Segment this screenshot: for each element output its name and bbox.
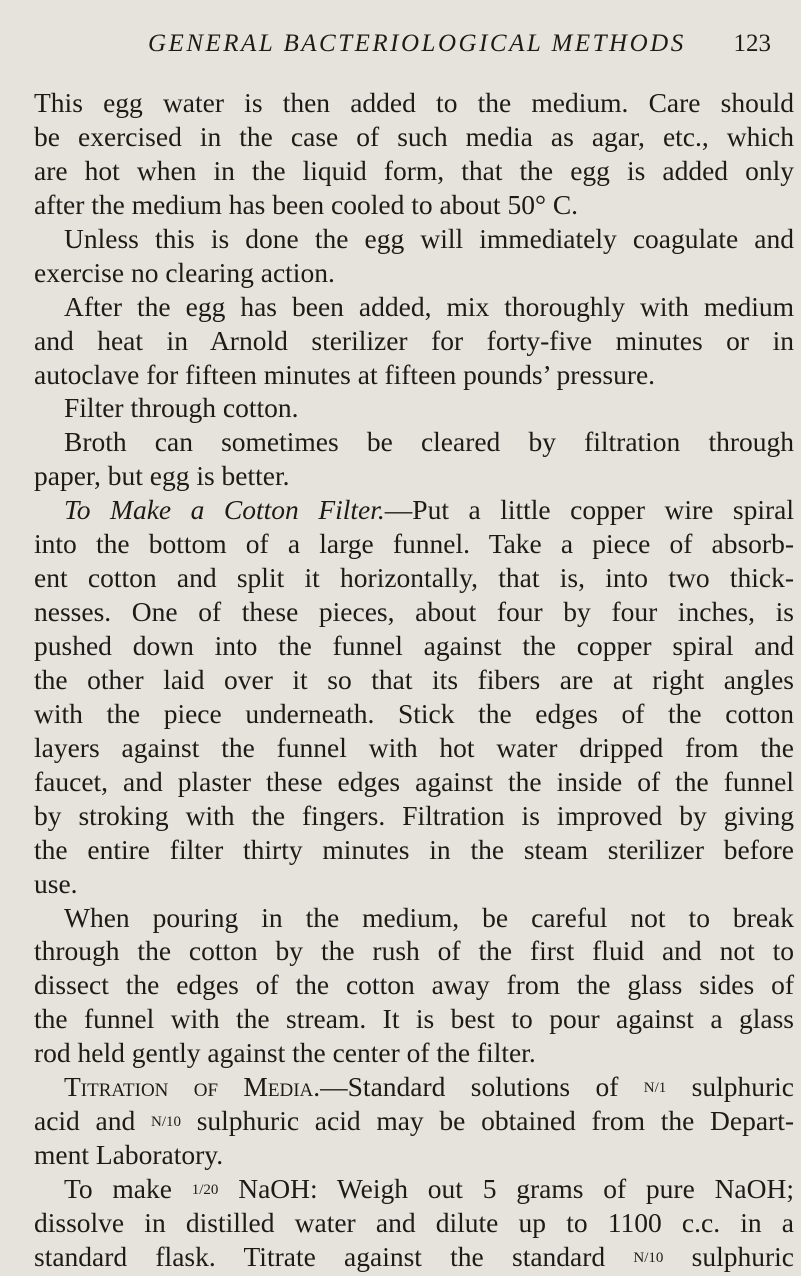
page-header [0, 30, 801, 64]
text-line: into the bottom of a large funnel. Take a piece of absorb- [34, 528, 794, 560]
text-line: layers against the funnel with hot water dripped from the [34, 731, 794, 763]
text-line: dissolve in distilled water and dilute up to 1100 c.c. in a [34, 1206, 794, 1238]
heading-titration: Titration of Media. [64, 1071, 321, 1103]
text-line: nesses. One of these pieces, about four by four inches, is [34, 596, 794, 628]
text-line: be exercised in the case of such media as agar, etc., which [34, 120, 794, 152]
text-line: faucet, and plaster these edges against the inside of the funnel [34, 765, 794, 797]
text-line: rod held gently against the center of the filter. [34, 1037, 536, 1069]
heading-continuation: —Put a little copper wire spiral [384, 494, 794, 526]
text-line [34, 1070, 794, 1104]
text-line: with the piece underneath. Stick the edges of the cotton [34, 697, 794, 729]
text-fragment: sulphuric [691, 1071, 794, 1103]
fraction: N/10 [150, 1114, 181, 1131]
text-line: pushed down into the funnel against the copper spiral and [34, 630, 794, 661]
page-number: 123 [733, 30, 771, 57]
text-line: paper, but egg is better. [34, 460, 290, 492]
text-line: Broth can sometimes be cleared by filtration through [64, 426, 794, 458]
text-fragment: standard flask. Titrate against the standard [34, 1240, 606, 1272]
text-fragment: sulphuric acid may be obtained from the Depart- [196, 1105, 795, 1137]
text-fragment: sulphuric [691, 1240, 795, 1272]
body-text [34, 86, 794, 1274]
text-line: the entire filter thirty minutes in the steam sterilizer before [34, 833, 794, 865]
section-heading [64, 494, 794, 525]
text-line [34, 1240, 794, 1274]
fraction: N/1 [643, 1080, 667, 1097]
text-line: are hot when in the liquid form, that the egg is added only [34, 154, 794, 186]
text-line: use. [34, 867, 78, 899]
text-line: When pouring in the medium, be careful not to break [64, 901, 794, 933]
text-line [34, 1104, 794, 1138]
text-line [34, 1172, 794, 1206]
fraction: 1/20 [191, 1182, 219, 1198]
text-line: autoclave for fifteen minutes at fifteen pounds’ pressure. [34, 358, 656, 390]
heading-cotton-filter: To Make a Cotton Filter. [64, 494, 385, 526]
text-line: the other laid over it so that its fibers are at right angles [34, 663, 794, 695]
text-line [34, 493, 794, 527]
text-fragment: acid and [34, 1105, 136, 1137]
text-line: dissect the edges of the cotton away from the glass sides of [34, 969, 794, 1001]
heading-continuation: —Standard solutions of [320, 1071, 619, 1103]
fraction: N/10 [633, 1249, 664, 1266]
text-line: Unless this is done the egg will immediately coagulate and [64, 222, 794, 254]
text-line: by stroking with the fingers. Filtration is improved by giving [34, 799, 794, 831]
text-fragment: To make [64, 1173, 172, 1204]
text-line: ent cotton and split it horizontally, that is, into two thick- [34, 562, 794, 594]
text-fragment: NaOH: Weigh out 5 grams of pure NaOH; [238, 1173, 794, 1204]
text-line: This egg water is then added to the medium. Care should [34, 87, 794, 118]
running-title: GENERAL BACTERIOLOGICAL METHODS [148, 30, 686, 57]
text-line: after the medium has been cooled to about 50° C. [34, 188, 579, 220]
text-line: Filter through cotton. [64, 392, 299, 424]
text-line: ment Laboratory. [34, 1139, 224, 1171]
text-line: and heat in Arnold sterilizer for forty-five minutes or in [34, 324, 794, 356]
text-line: the funnel with the stream. It is best to pour against a glass [34, 1003, 794, 1035]
text-line: exercise no clearing action. [34, 256, 335, 288]
text-line: After the egg has been added, mix thoroughly with medium [64, 290, 794, 322]
text-line: through the cotton by the rush of the first fluid and not to [34, 935, 794, 967]
